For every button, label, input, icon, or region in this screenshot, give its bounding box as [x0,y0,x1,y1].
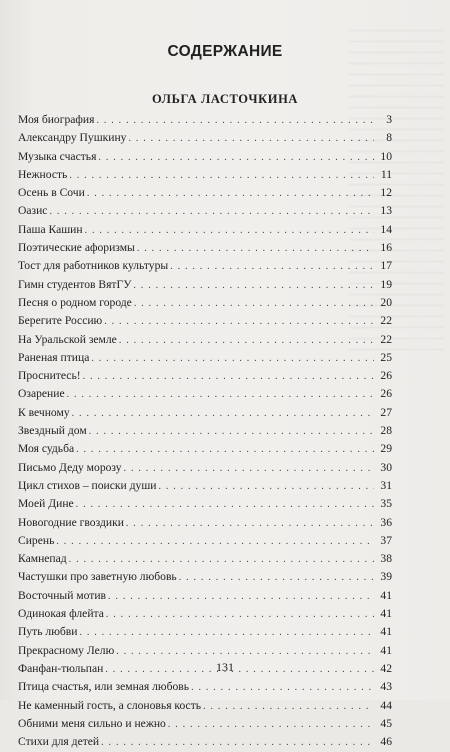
toc-entry [18,459,392,477]
dot-leader [79,624,374,642]
toc-entry-page: 39 [380,570,392,584]
toc-entry [18,550,392,568]
toc-entry-title: Новогодние гвоздики [18,515,124,529]
toc-entry-title: Тост для работников культуры [18,259,169,273]
dot-leader [76,441,374,459]
toc-entry [18,440,392,458]
toc-entry-title: Письмо Деду морозу [18,460,122,474]
dot-leader [69,551,374,569]
toc-entry [18,129,392,147]
toc-entry-title: Берегите Россию [18,314,103,328]
toc-entry-page: 41 [380,607,392,621]
toc-entry [18,404,392,422]
toc-entry [18,568,392,586]
toc-entry-page: 11 [380,167,392,181]
toc-entry-title: Путь любви [18,625,78,639]
toc-entry-title: Нежность [18,167,68,181]
toc-entry-page: 28 [380,424,392,438]
dot-leader [89,423,374,441]
dot-leader [119,332,374,350]
toc-entry-title: Звездный дом [18,424,87,438]
dot-leader [179,569,374,587]
toc-entry-title: Оазис [18,204,48,218]
toc-entry-title: Моей Дине [18,497,74,511]
toc-entry-page: 42 [380,661,392,675]
toc-entry [18,257,392,275]
toc-entry [18,697,392,715]
toc-entry-title: Поэтические афоризмы [18,241,135,255]
dot-leader [96,112,374,130]
toc-entry [18,477,392,495]
toc-entry-page: 30 [380,460,392,474]
dot-leader [83,368,374,386]
toc-entry-page: 3 [386,113,392,126]
toc-entry-page: 26 [380,369,392,383]
toc-entry [18,221,392,239]
toc-entry-title: Озарение [18,387,65,401]
toc-entry-page: 22 [380,332,392,346]
toc-entry-title: Камнепад [18,552,67,566]
dot-leader [108,588,374,606]
toc-entry-title: Обними меня сильно и нежно [18,716,166,730]
toc-entry-title: Восточный мотив [18,588,107,602]
toc-entry-page: 45 [380,716,392,730]
dot-leader [203,698,374,716]
toc-entry [18,605,392,623]
toc-entry [18,312,392,330]
toc-entry-page: 27 [380,405,392,419]
toc-entry-title: Стихи для детей [18,735,100,749]
dot-leader [134,295,374,313]
toc-entry-page: 17 [380,259,392,273]
toc-entry [18,294,392,312]
toc-entry-title: Александру Пушкину [18,131,127,145]
toc-entry-title: Моя судьба [18,442,75,456]
toc-entry-page: 43 [380,680,392,694]
toc-entry-page: 31 [380,478,392,492]
dot-leader [98,149,374,167]
toc-entry-page: 29 [380,442,392,456]
page-number: 131 [216,660,234,674]
toc-entry-title: Проснитесь! [18,369,81,383]
toc-entry-title: Фанфан-тюльпан [18,661,104,675]
toc-entry [18,111,392,129]
dot-leader [69,167,374,185]
toc-entry-page: 20 [380,295,392,309]
toc-entry-title: Птица счастья, или земная любовь [18,680,190,694]
toc-entry [18,587,392,605]
toc-entry [18,331,392,349]
dot-leader [116,643,374,661]
dot-leader [67,386,374,404]
dot-leader [124,460,374,478]
toc-entry-title: Сирень [18,533,55,547]
toc-entry-page: 12 [380,186,392,200]
toc-entry-page: 19 [380,277,392,291]
toc-entry [18,148,392,166]
toc-entry [18,495,392,513]
toc-entry-page: 41 [380,643,392,657]
toc-entry-title: Моя биография [18,113,95,126]
dot-leader [137,240,374,258]
dot-leader [91,350,374,368]
toc-entry-page: 44 [380,698,392,712]
toc-entry [18,422,392,440]
toc-entry-page: 41 [380,625,392,639]
toc-entry [18,367,392,385]
toc-entry [18,532,392,550]
dot-leader [133,277,374,295]
toc-entry-title: Цикл стихов – поиски души [18,478,157,492]
toc-entry-page: 25 [380,350,392,364]
dot-leader [101,734,374,752]
toc-entry-title: Прекрасному Лелю [18,643,115,657]
toc-entry-page: 36 [380,515,392,529]
toc-entry-title: На Уральской земле [18,332,117,346]
dot-leader [76,496,374,514]
dot-leader [104,313,374,331]
toc-entry [18,202,392,220]
toc-entry [18,349,392,367]
toc-entry [18,385,392,403]
toc-entry [18,166,392,184]
toc-entry-page: 10 [380,149,392,163]
toc-entry-title: Песня о родном городе [18,295,132,309]
toc-entry [18,239,392,257]
dot-leader [87,185,374,203]
toc-entry [18,733,392,751]
dot-leader [128,130,374,148]
toc-entry [18,642,392,660]
toc-entry-page: 8 [386,131,392,145]
toc-entry-page: 37 [380,533,392,547]
toc-entry-title: Не каменный гость, а слоновья кость [18,698,202,712]
toc-entry-page: 14 [380,222,392,236]
dot-leader [49,203,374,221]
toc-entry [18,514,392,532]
toc-entry-page: 41 [380,588,392,602]
dot-leader [126,515,374,533]
dot-leader [158,478,374,496]
toc-entry-page: 26 [380,387,392,401]
toc-entry-title: Осень в Сочи [18,186,85,200]
toc-entry-title: К вечному [18,405,70,419]
dot-leader [168,716,374,734]
toc-entry-title: Гимн студентов ВятГУ [18,277,132,291]
dot-leader [191,679,374,697]
toc-entry [18,715,392,733]
toc-entry-page: 38 [380,552,392,566]
toc-entry-page: 46 [380,735,392,749]
toc-entry-title: Раненая птица [18,350,90,364]
toc-entry-page: 13 [380,204,392,218]
toc-entry [18,276,392,294]
toc-entry-page: 16 [380,241,392,255]
dot-leader [72,405,374,423]
toc-entry [18,678,392,696]
dot-leader [106,606,374,624]
dot-leader [85,222,374,240]
toc-entry-title: Паша Кашин [18,222,83,236]
dot-leader [170,258,374,276]
dot-leader [56,533,374,551]
toc-entry-page: 35 [380,497,392,511]
toc-entry-page: 22 [380,314,392,328]
table-of-contents [18,111,392,751]
toc-entry [18,623,392,641]
toc-entry-title: Частушки про заветную любовь [18,570,177,584]
contents-heading: СОДЕРЖАНИЕ [167,43,283,60]
toc-entry-title: Одинокая флейта [18,607,104,621]
toc-entry [18,184,392,202]
author-name: ОЛЬГА ЛАСТОЧКИНА [151,92,299,106]
toc-entry-title: Музыка счастья [18,149,97,163]
